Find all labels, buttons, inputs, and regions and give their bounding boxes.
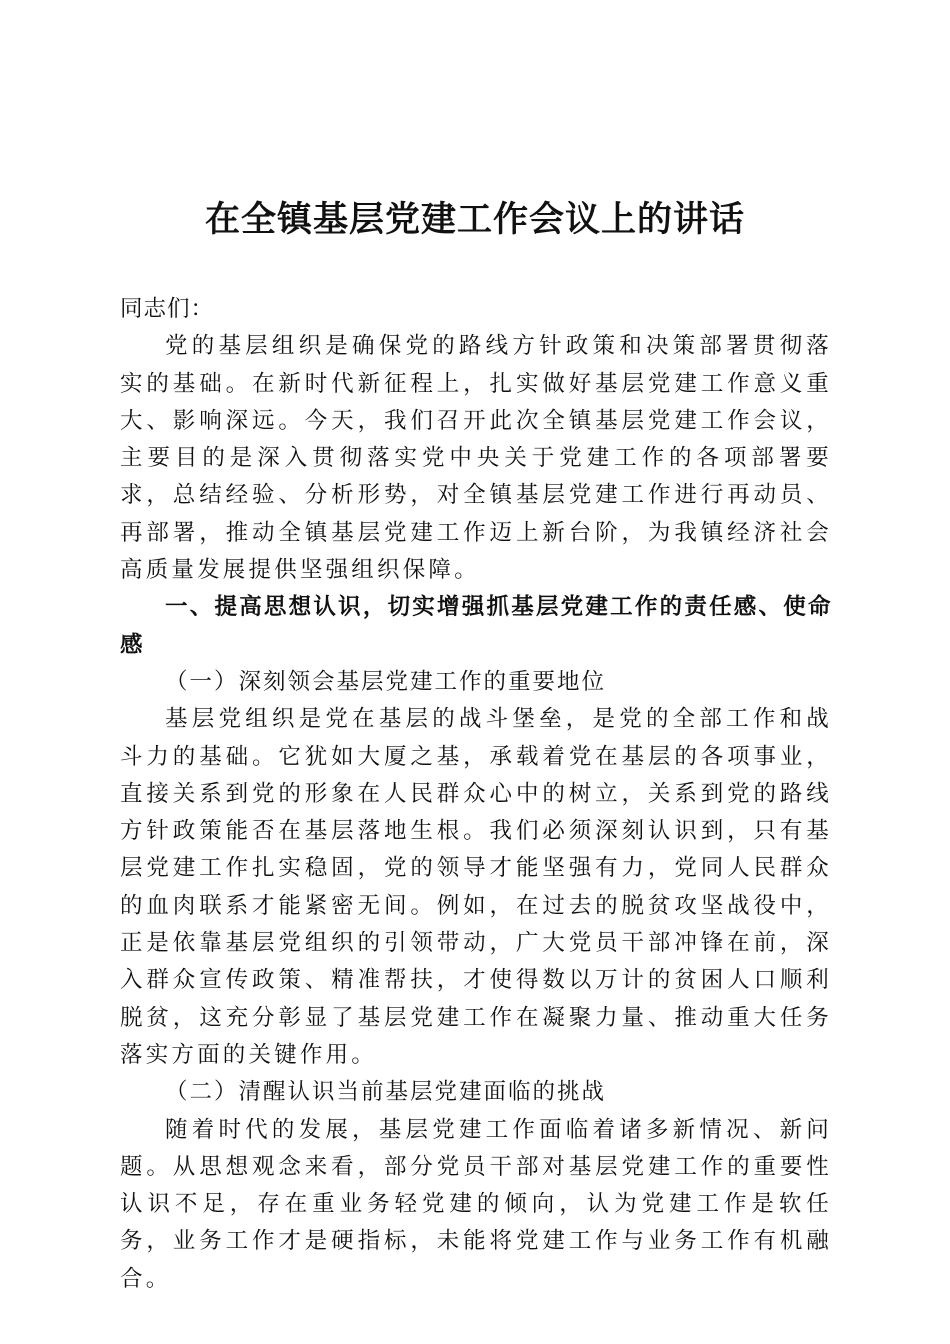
salutation: 同志们： — [120, 296, 215, 322]
page-title: 在全镇基层党建工作会议上的讲话 — [204, 199, 745, 240]
intro-paragraph: 党的基层组织是确保党的路线方针政策和决策部署贯彻落实的基础。在新时代新征程上，扎实做好基层党建工作意义重大、影响深远。今天，我们召开此次全镇基层党建工作会议，主要目的是深入贯彻落实党中央关于党建工作的各项部署要求，总结经验、分析形势，对全镇基层党建工作进行再动员、再部署，推动全镇基层党建工作迈上新台阶，为我镇经济社会高质量发展提供坚强组织保障。 — [120, 333, 832, 584]
subsection-heading-1: （一）深刻领会基层党建工作的重要地位 — [165, 668, 607, 695]
subsection-1-paragraph: 基层党组织是党在基层的战斗堡垒，是党的全部工作和战斗力的基础。它犹如大厦之基，承载着党在基层的各项事业，直接关系到党的形象在人民群众心中的树立，关系到党的路线方针政策能否在基层落地生根。我们必须深刻认识到，只有基层党建工作扎实稳固，党的领导才能坚强有力，党同人民群众的血肉联系才能紧密无间。例如，在过去的脱贫攻坚战役中，正是依靠基层党组织的引领带动，广大党员干部冲锋在前，深入群众宣传政策、精准帮扶，才使得数以万计的贫困人口顺利脱贫，这充分彰显了基层党建工作在凝聚力量、推动重大任务落实方面的关键作用。 — [120, 706, 832, 1068]
subsection-2-paragraph: 随着时代的发展，基层党建工作面临着诸多新情况、新问题。从思想观念来看，部分党员干部对基层党建工作的重要性认识不足，存在重业务轻党建的倾向，认为党建工作是软任务，业务工作才是硬指标，未能将党建工作与业务工作有机融合。 — [120, 1116, 832, 1292]
subsection-heading-2: （二）清醒认识当前基层党建面临的挑战 — [165, 1079, 607, 1106]
document-body — [120, 291, 832, 1298]
section-heading-1: 一、提高思想认识，切实增强抓基层党建工作的责任感、使命感 — [120, 594, 832, 658]
